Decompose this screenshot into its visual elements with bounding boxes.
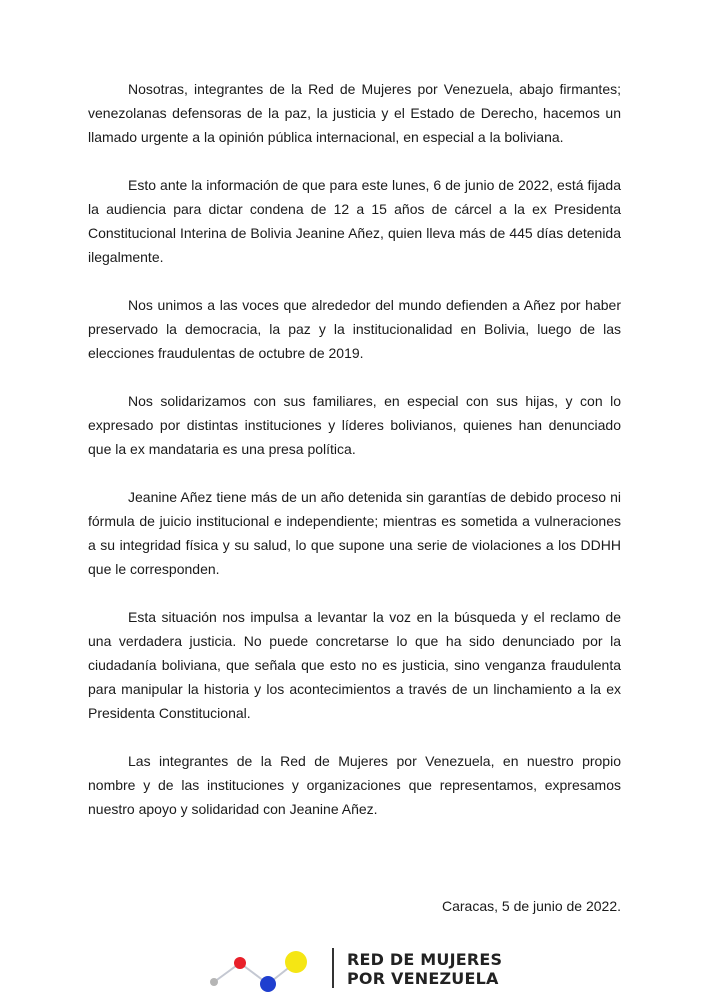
logo-line-1: RED DE MUJERES — [347, 950, 503, 969]
organization-logo — [200, 942, 520, 994]
paragraph-6: Esta situación nos impulsa a levantar la voz en la búsqueda y el reclamo de una verdadera justicia. No puede concretarse lo que ha sido denunciado por la ciudadanía boliviana, que señala que esto no es justicia, sino venganza fraudulenta para manipular la historia y los acontecimientos a través de un linchamiento a la ex Presidenta Constitucional. — [88, 609, 621, 721]
logo-line-2: POR VENEZUELA — [347, 969, 499, 988]
letter-body — [88, 77, 621, 845]
yellow-dot-icon — [285, 951, 307, 973]
place-and-date: Caracas, 5 de junio de 2022. — [441, 898, 621, 914]
paragraph-5: Jeanine Añez tiene más de un año detenida sin garantías de debido proceso ni fórmula de juicio institucional e independiente; mientras es sometida a vulneraciones a su integridad física y su salud, lo que supone una serie de violaciones a los DDHH que le corresponden. — [88, 489, 621, 577]
gray-dot-icon — [210, 978, 218, 986]
red-dot-icon — [234, 957, 246, 969]
paragraph-4: Nos solidarizamos con sus familiares, en especial con sus hijas, y con lo expresado por distintas instituciones y líderes bolivianos, quienes han denunciado que la ex mandataria es una presa política. — [88, 393, 621, 457]
paragraph-3: Nos unimos a las voces que alrededor del mundo defienden a Añez por haber preservado la democracia, la paz y la institucionalidad en Bolivia, luego de las elecciones fraudulentas de octubre de 2019. — [88, 297, 621, 361]
logo-wordmark — [347, 950, 502, 988]
dots-logo-icon — [200, 942, 330, 994]
paragraph-2: Esto ante la información de que para este lunes, 6 de junio de 2022, está fijada la audiencia para dictar condena de 12 a 15 años de cárcel a la ex Presidenta Constitucional Interina de Bolivia Jeanine Añez, quien lleva más de 445 días detenida ilegalmente. — [88, 177, 621, 265]
paragraph-7: Las integrantes de la Red de Mujeres por Venezuela, en nuestro propio nombre y de las instituciones y organizaciones que representamos, expresamos nuestro apoyo y solidaridad con Jeanine Añez. — [88, 753, 621, 817]
blue-dot-icon — [260, 976, 276, 992]
paragraph-1: Nosotras, integrantes de la Red de Mujeres por Venezuela, abajo firmantes; venezolanas defensoras de la paz, la justicia y el Estado de Derecho, hacemos un llamado urgente a la opinión pública internacional, en especial a la boliviana. — [88, 81, 621, 145]
logo-divider — [332, 948, 334, 988]
